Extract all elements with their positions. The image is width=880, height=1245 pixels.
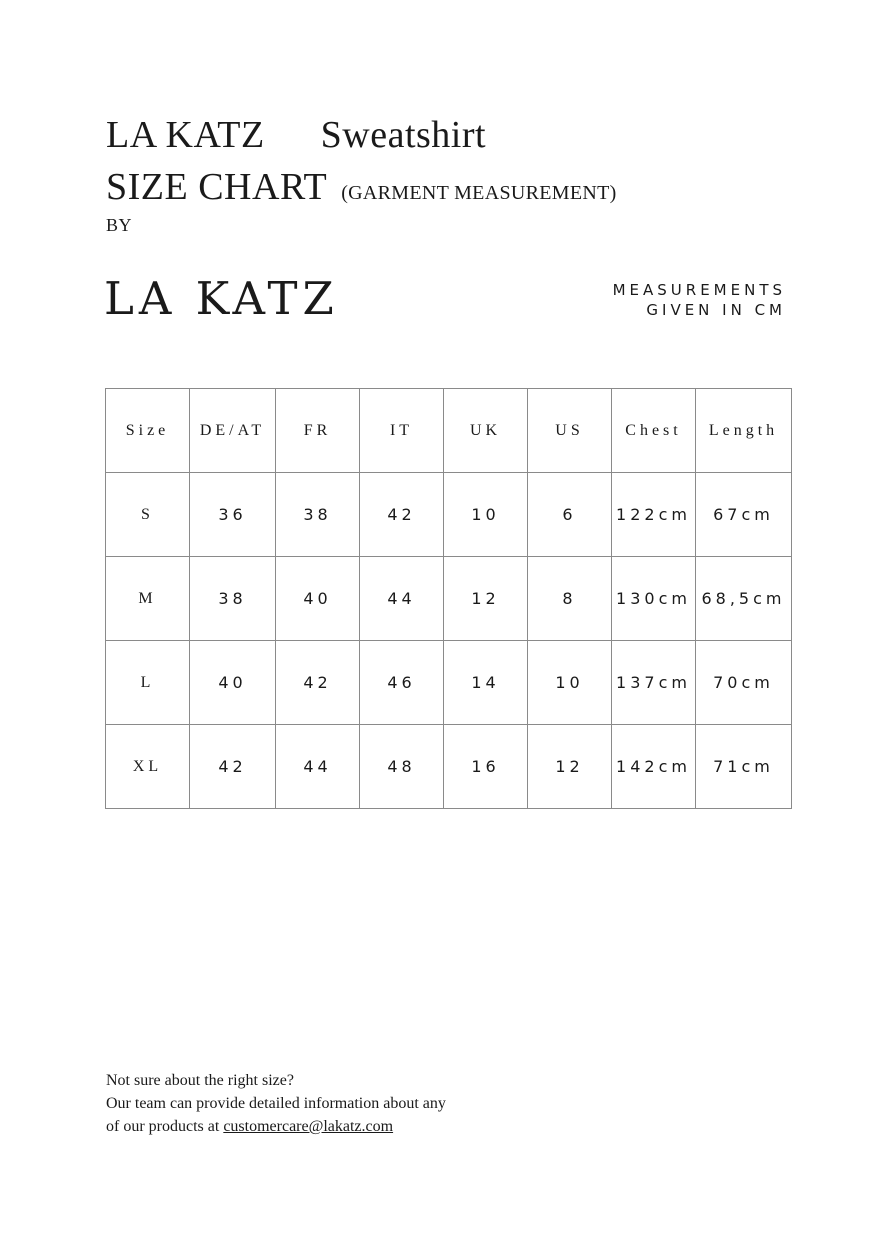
table-cell: 71cm (696, 725, 792, 809)
brand-logo: LA KATZ (104, 272, 339, 325)
chart-subtitle: (GARMENT MEASUREMENT) (341, 182, 617, 204)
table-cell: 67cm (696, 473, 792, 557)
table-row (106, 557, 792, 641)
units-line-2: GIVEN IN CM (646, 301, 786, 319)
table-cell: 42 (190, 725, 276, 809)
table-cell: 130cm (612, 557, 696, 641)
table-row (106, 641, 792, 725)
table-cell: 38 (190, 557, 276, 641)
header-us: US (528, 389, 612, 473)
page-title (106, 112, 486, 158)
header-chest: Chest (612, 389, 696, 473)
table-cell: 12 (444, 557, 528, 641)
table-cell: 68,5cm (696, 557, 792, 641)
header-it: IT (360, 389, 444, 473)
table-header-row (106, 389, 792, 473)
table-cell: 42 (360, 473, 444, 557)
by-label: BY (106, 215, 133, 235)
header-de-at: DE/AT (190, 389, 276, 473)
header-uk: UK (444, 389, 528, 473)
table-cell: S (106, 473, 190, 557)
table-cell: L (106, 641, 190, 725)
chart-title (106, 164, 617, 216)
table-cell: 6 (528, 473, 612, 557)
table-cell: 14 (444, 641, 528, 725)
units-note (613, 280, 786, 320)
chart-title-text: SIZE CHART (106, 166, 328, 208)
table-cell: 137cm (612, 641, 696, 725)
table-cell: 8 (528, 557, 612, 641)
size-table (105, 388, 792, 809)
help-footer (106, 1069, 446, 1138)
table-cell: M (106, 557, 190, 641)
table-row (106, 473, 792, 557)
table-cell: 36 (190, 473, 276, 557)
table-cell: 142cm (612, 725, 696, 809)
table-cell: 48 (360, 725, 444, 809)
footer-line-2: Our team can provide detailed information about any (106, 1095, 446, 1112)
table-cell: 40 (276, 557, 360, 641)
header-size: Size (106, 389, 190, 473)
table-cell: 10 (528, 641, 612, 725)
header-fr: FR (276, 389, 360, 473)
table-cell: 40 (190, 641, 276, 725)
table-cell: XL (106, 725, 190, 809)
table-cell: 122cm (612, 473, 696, 557)
table-cell: 42 (276, 641, 360, 725)
product-name: Sweatshirt (320, 114, 487, 156)
table-cell: 10 (444, 473, 528, 557)
table-cell: 16 (444, 725, 528, 809)
footer-line-3-prefix: of our products at (106, 1118, 224, 1135)
table-cell: 44 (360, 557, 444, 641)
brand-name: LA KATZ (106, 114, 265, 156)
table-cell: 46 (360, 641, 444, 725)
footer-line-3 (106, 1115, 446, 1138)
table-row (106, 725, 792, 809)
table-cell: 12 (528, 725, 612, 809)
footer-line-1: Not sure about the right size? (106, 1072, 294, 1089)
units-line-1: MEASUREMENTS (612, 281, 786, 299)
table-cell: 38 (276, 473, 360, 557)
header-length: Length (696, 389, 792, 473)
table-cell: 70cm (696, 641, 792, 725)
customercare-email-link[interactable]: customercare@lakatz.com (223, 1118, 394, 1135)
table-cell: 44 (276, 725, 360, 809)
